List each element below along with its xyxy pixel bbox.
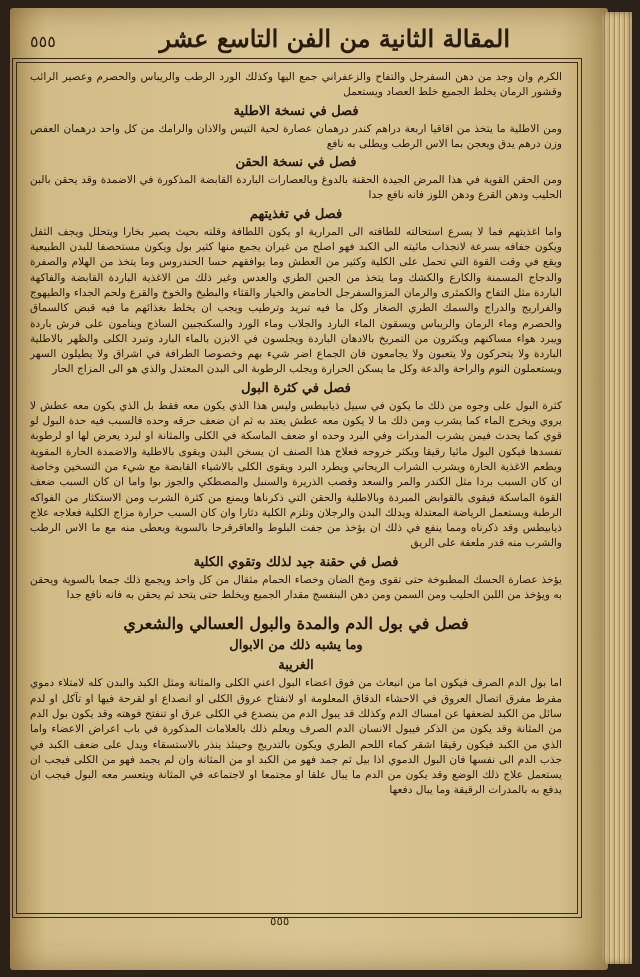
section-heading: فصل في نسخة الحقن [235,155,357,171]
section-heading: فصل في كثرة البول [241,380,351,396]
section-paragraph: ومن الاطلية ما يتخذ من اقاقيا اربعة دراهم كندر درهمان عصارة لحية التيس والاذان والرامك من كل واحد درهمان العفص وزن درهم يدق ويعجن بما الاس الرطب ويطلى به نافع [30,122,562,150]
section-paragraph: ومن الحقن القوية في هذا المرض الجيدة الحقنة بالدوغ وبالعصارات الباردة القابضة المذكورة في الاضمدة وقد يحقن بالبن الحليب ودهن القرع ودهن اللوز فانه نافع جدا [30,174,562,202]
chapter-subheading: وما يشبه ذلك من الابوال [229,638,363,654]
page-number: ٥٥٥ [30,32,56,51]
section-paragraph: واما اغذيتهم فما لا يسرع استحالته للطافته الى المرارية او يكون اللطافة وقلته بحيث يصير بخارا ويتحلل ويجف الثفل ويكون جفافه بسرعة لانجذاب مائيته الى الكبد فهو اصلح من غيران يجمع منها كثير بول ويكون مستحصفا للبدن الطبيعية ويقع في وقت القوة التي تحمل على الكلية وكثير من العطش وما يوافقهم حسا الحندروس وما يتخذ من الهلام والصفرة والدجاج المسمنة والكارع والكشك وما يتخذ من الجبن الطري والعدس وغير ذلك من الاغذية الباردة القابضة والفاكهة الباردة مثل التفاح والكمثرى والرمان المزوالسفرجل الحامض والخيار والقثاء والبطيخ والخوخ والقرع ولحم الجداء والطيهوج والفراريج والدراج والسمك الطري الصغار وكل ما فيه تبريد وترطيب ويجب ان يخلط بغذائهم ما فيه قبض كالسماق والحصرم وماء الرمان والريباس ويسقون الماء البارد والجلاب وماء الورد والسكنجبين الساذج وينامون على فرش باردة ويبرد هواء مساكنهم ويكثرون من التمريخ بالادهان الباردة ويجلسون في الابزن بالماء البارد وتبرد الكلى والظهر بالاطلية الباردة ولا يتحركون ولا يتعبون ولا يجامعون فان الجماع اضر شيء بهم وخصوصا الطرافة في اشراق ولا يطيلون السهر ويستعملون النوم والراحة والدعة وكل ما يسكن الحرارة ويجلب الرطوبة الى البدن المعتدل والذي هو الى المزاج الحار [30,225,562,376]
section-paragraph: كثرة البول على وجوه من ذلك ما يكون في سبيل ذيابيطس وليس هذا الذي يكون معه فقط بل الذي يكون معه عطش لا يروي ويخرج الماء كما يشرب ومن ذلك ما لا يكون معه عطش يعتد به ثم ان ضعف حرقه وحده فالسبب فيه حدة البول لو قوي كما يحدث فيمن يشرب المدرات وفي البرد وحده او ضعف الماسكة في الكلى والمثانة او لبرد يعرض لها او لرطوبة تفسدها فيكون البول مائيا رقيقا ويكثر خروجه فعلاج هذا الصنف ان يسخن البدن ويقوى بالاطلية والاضمدة الحارة المقوية ويطعم الاغذية الحارة ويشرب الشراب الريحاني ويطرد البرد ويقوى الكلى بالاشياء القابضة مع شيء من التسخين وخاصة ان كان السبب بردا مثل الكندر والمر والسعد وقصب الذريرة والسنبل والمصطكي والجوز بوا واما ان كان السبب ضعف القوة الماسكة فيقوى بالقوابض المبردة وبالاطلية والحقن التي ذكرناها ويمنع من كثرة الشرب ومن الاستكثار من الفواكه الرطبة ويستعمل الرياضة المعتدلة ويدلك البدن والرجلان وتلزم الكلية دثارا وان كان السبب حرارة مزاج الكلية فعلاجه علاج ذيابيطس وقد ذكرناه ومما ينفع في ذلك ان يؤخذ من جفت البلوط والعاقرقرحا بالسوية ويعطى منه مع ما الاس الرطب والشرب منه قدر ملعقة على الريق [30,399,562,550]
section-paragraph: يؤخذ عصارة الحسك المطبوخة حتى تقوى ومخ الضان وخصاء الحمام مثقال من كل واحد ويجمع ذلك جمعا بالسوية ويحقن به ويؤخذ من اللبن الحليب ومن السمن ومن دهن البنفسج مقدار الجميع ويخلط حتى يتحد ثم يحقن به فانه نافع جدا [30,573,562,602]
final-paragraph: اما بول الدم الصرف فيكون اما من انبعاث من فوق اعضاء البول اعني الكلى والمثانة ومثل الكبد والبدن كله لامتلاء دموي مفرط مفرق اتصال العروق في الاحشاء الدقاق المعلومة او لانفتاح عروق الكلى او انصداع او لقرحة فيها او تآكل او لدم سائل من الكبد لضعفها عن امساك الدم وكذلك قد يبول الدم من ينصدع في الكلى عرق او تنفتح فوهته وقد يكون بول الدم من المثانة وقد يكون من الذكر فيبول الانسان الدم الصرف ويعلم ذلك بالعلامات المذكورة في باب اعراض الاعضاء واما الذي من الكبد فيكون رقيقا اشقر كماء اللحم الطري ويكون بالتدريج وحينئذ ينذر بالاستسقاء ويدل على ضعف الكبد في جذب الدم الى نفسها فان البول الدموي اذا بيل ثم جمد فهو من الكبد او من المثانة وان لم يجمد فهو من الكلى فيجب ان يستعمل علاج ذلك الوضع وقد يكون من الدم ما يبال علقا او مجتمعا او لاجتماعه في المثانة ويتعسر معه البول فيجب ان يدفع به بالمدرات الرقيقة وما يبال دفعها [30,677,562,797]
page-edges [602,12,632,964]
chapter-heading: فصل في بول الدم والمدة والبول العسالي والشعري [123,614,469,634]
section-heading: فصل في حقنة جيد لذلك وتقوي الكلية [193,554,399,570]
running-title: المقالة الثانية من الفن التاسع عشر [159,24,510,53]
section-heading: فصل في تغذيتهم [249,206,343,222]
intro-paragraph: الكرم وان وجد من دهن السفرجل والتفاح والزعفراني جمع اليها وكذلك الورد الرطب والريباس والحصرم وعصير الرائب وقشور الرمان يخلط الجميع خلط العصاد ويستعمل [30,71,562,99]
footer-page-number: ٥٥٥ [270,914,290,928]
main-text [30,70,562,902]
page-header [30,24,570,60]
chapter-subheading-end: الغريبة [278,658,314,674]
section-heading: فصل في نسخة الاطلية [233,103,359,119]
